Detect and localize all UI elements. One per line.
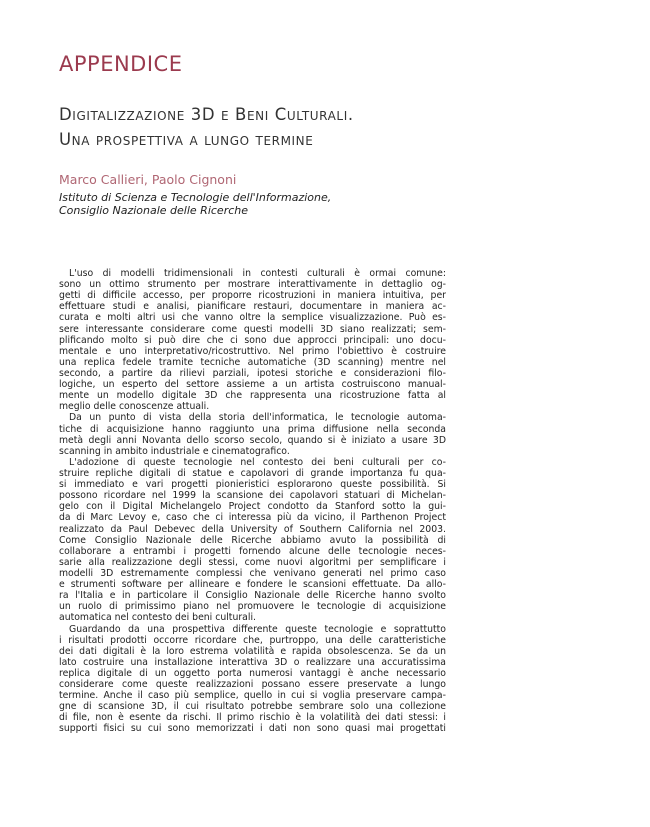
text-line: i risultati prodotti occorre ricordare che, purtroppo, una delle caratteristiche	[59, 634, 446, 646]
section-label: APPENDICE	[59, 52, 183, 76]
affiliation	[59, 191, 419, 217]
text-line: Come Consiglio Nazionale delle Ricerche abbiamo avuto la possibilità di	[59, 534, 446, 546]
text-line: secondo, a partire da rilievi parziali, ipotesi storiche e considerazioni filo-	[59, 367, 446, 379]
text-line: sere interessante considerare come questi modelli 3D siano realizzati; sem-	[59, 323, 446, 335]
text-line: Da un punto di vista della storia dell'informatica, le tecnologie automa-	[69, 412, 446, 424]
text-line: termine. Anche il caso più semplice, quello in cui si voglia preservare campa-	[59, 690, 446, 702]
text-line: scanning in ambito industriale e cinematografico.	[59, 445, 290, 457]
title-line: Digitalizzazione 3D e Beni Culturali.	[59, 105, 354, 124]
text-line: collaborare a entrambi i progetti fornendo alcune delle tecnologie neces-	[59, 545, 446, 557]
text-line: supporti fisici su cui sono memorizzati i dati non sono quasi mai progettati	[59, 723, 446, 735]
text-line: tiche di acquisizione hanno raggiunto una prima diffusione nella seconda	[59, 423, 446, 435]
body-text	[59, 268, 446, 735]
text-line: realizzato da Paul Debevec della University of Southern California nel 2003.	[59, 523, 446, 535]
text-line: e strumenti software per allineare e fondere le scansioni effettuate. Da allo-	[59, 579, 446, 591]
text-line: getti di difficile accesso, per proporre ricostruzioni in maniera intuitiva, per	[59, 290, 446, 302]
text-line: Guardando da una prospettiva differente queste tecnologie e soprattutto	[69, 623, 446, 635]
text-line: possono ricordare nel 1999 la scansione dei capolavori statuari di Michelan-	[59, 490, 446, 502]
text-line: dei dati digitali è la loro estrema volatilità e rapida obsolescenza. Se da un	[59, 645, 446, 657]
text-line: gelo con il Digital Michelangelo Project condotto da Stanford sotto la gui-	[59, 501, 446, 513]
text-line: plificando molto si può dire che ci sono due approcci principali: uno docu-	[59, 334, 446, 346]
text-line: mentale e uno interpretativo/ricostruttivo. Nel primo l'obiettivo è costruire	[59, 345, 446, 357]
text-line: curata e molti altri usi che vanno oltre la semplice visualizzazione. Può es-	[59, 312, 446, 324]
text-line: mente un modello digitale 3D che rappresenta una ricostruzione fatta al	[59, 390, 446, 402]
text-line: sarie alla realizzazione degli stessi, come nuovi algoritmi per semplificare i	[59, 556, 446, 568]
affiliation-line: Istituto di Scienza e Tecnologie dell'Informazione,	[59, 191, 332, 204]
text-line: di file, non è esente da rischi. Il primo rischio è la volatilità dei dati stessi: i	[59, 712, 446, 724]
text-line: automatica nel contesto dei beni culturali.	[59, 612, 256, 624]
title-line: Una prospettiva a lungo termine	[59, 130, 314, 149]
chapter-title	[59, 102, 479, 152]
text-line: L'adozione di queste tecnologie nel contesto dei beni culturali per co-	[69, 456, 446, 468]
affiliation-line: Consiglio Nazionale delle Ricerche	[59, 204, 249, 217]
text-line: lato costruire una installazione interattiva 3D o realizzare una accuratissima	[59, 656, 446, 668]
text-line: da di Marc Levoy e, caso che ci interessa più da vicino, il Parthenon Project	[59, 512, 446, 524]
text-line: modelli 3D estremamente complessi che venivano generati nel primo caso	[59, 567, 446, 579]
text-line: effettuare studi e analisi, pianificare restauri, documentare in maniera ac-	[59, 301, 446, 313]
text-line: una replica fedele tramite tecniche automatiche (3D scanning) mentre nel	[59, 356, 446, 368]
text-line: metà degli anni Novanta dello scorso secolo, quando si è iniziato a usare 3D	[59, 434, 446, 446]
text-line: si immediato e vari progetti pionieristici esplorarono queste possibilità. Si	[59, 479, 446, 491]
text-line: gne di scansione 3D, il cui risultato potrebbe sembrare solo una collezione	[59, 701, 446, 713]
text-line: L'uso di modelli tridimensionali in contesti culturali è ormai comune:	[69, 268, 446, 279]
text-line: un ruolo di primissimo piano nel promuovere le tecnologie di acquisizione	[59, 601, 446, 613]
authors: Marco Callieri, Paolo Cignoni	[59, 172, 237, 187]
text-line: replica digitale di un oggetto porta numerosi vantaggi è anche necessario	[59, 667, 446, 679]
text-line: logiche, un esperto del settore assieme a un artista costruiscono manual-	[59, 379, 446, 391]
text-line: sono un ottimo strumento per mostrare interattivamente in dettaglio og-	[59, 279, 446, 291]
text-line: meglio delle conoscenze attuali.	[59, 401, 210, 413]
text-line: ra l'Italia e in particolare il Consiglio Nazionale delle Ricerche hanno svolto	[59, 590, 446, 602]
text-line: struire repliche digitali di statue e capolavori di grande importanza fu qua-	[59, 467, 446, 479]
text-line: considerare come queste realizzazioni possano essere preservate a lungo	[59, 679, 446, 691]
